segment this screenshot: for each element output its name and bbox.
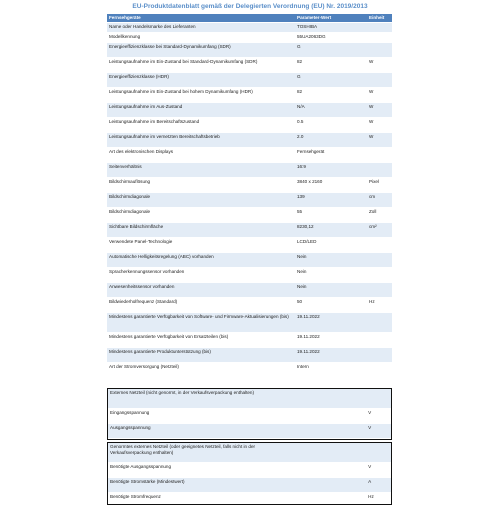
- row-unit: [367, 348, 392, 350]
- table-row: [107, 333, 392, 348]
- row-value: [295, 424, 367, 426]
- row-label: Energieeffizienzklasse bei Standard-Dynamikumfang (SDR): [109, 44, 231, 49]
- table-row: [107, 283, 392, 298]
- table-row: [107, 178, 392, 193]
- table-row: [107, 148, 392, 163]
- standard-psu-section: [107, 442, 392, 505]
- row-label: Leistungsaufnahme im Ein-Zustand bei hohem Dynamikumfang (HDR): [109, 89, 253, 94]
- row-value: 82: [297, 59, 303, 64]
- row-label: Automatische Helligkeitsregelung (ABC) vorhanden: [109, 254, 214, 259]
- row-value: TOSHIBA: [297, 24, 318, 29]
- row-unit: V: [368, 464, 372, 469]
- row-unit: [367, 238, 392, 240]
- table-row: [108, 389, 391, 409]
- row-label: Mindestens garantierte Produktunterstützung (bis): [109, 349, 211, 354]
- row-label: Bildwiederholfrequenz (Standard): [109, 299, 178, 304]
- row-unit: Hz: [369, 299, 375, 304]
- row-unit: [367, 283, 392, 285]
- row-label: Genormtes externes Netzteil (oder geeignetes Netzteil, falls nicht in der Verkaufsverpackung enthalten): [110, 444, 256, 455]
- row-value: 3840 x 2160: [297, 179, 323, 184]
- table-row: [107, 238, 392, 253]
- row-value: 55UA2063DG: [297, 34, 326, 39]
- row-label: Leistungsaufnahme im Bereitschaftszustand: [109, 119, 200, 124]
- table-row: [107, 43, 392, 58]
- row-label: Anwesenheitssensor vorhanden: [109, 284, 175, 289]
- row-label: Eingangsspannung: [110, 410, 150, 415]
- row-unit: cm: [369, 194, 376, 199]
- row-value: Intern: [297, 364, 309, 369]
- row-label: Spracherkennungssensor vorhanden: [109, 269, 185, 274]
- row-value: [295, 409, 367, 411]
- row-label: Bildschirmauflösung: [109, 179, 151, 184]
- table-row: [107, 298, 392, 313]
- row-label: Mindestens garantierte Verfügbarkeit von Software- und Firmware-Aktualisierungen (bis): [109, 314, 289, 319]
- row-unit: A: [368, 479, 372, 484]
- row-value: LCD/LED: [297, 239, 317, 244]
- row-unit: V: [368, 410, 372, 415]
- row-label: Benötigte Ausgangsspannung: [110, 464, 172, 469]
- row-unit: W: [369, 119, 374, 124]
- table-row: [107, 363, 392, 378]
- row-unit: [366, 389, 391, 391]
- row-label: Energieeffizienzklasse (HDR): [109, 74, 169, 79]
- row-value: [295, 389, 367, 391]
- table-row: [107, 33, 392, 43]
- row-unit: Hz: [368, 494, 374, 499]
- row-value: 50: [297, 299, 303, 304]
- table-row: [107, 103, 392, 118]
- page-title: EU-Produktdatenblatt gemäß der Delegierten Verordnung (EU) Nr. 2019/2013: [132, 3, 368, 10]
- row-unit: [367, 268, 392, 270]
- row-value: [295, 478, 367, 480]
- table-row: [107, 23, 392, 33]
- row-value: [295, 463, 367, 465]
- row-label: Leistungsaufnahme im Ein-Zustand bei Standard-Dynamikumfang (SDR): [109, 59, 258, 64]
- table-row: [107, 118, 392, 133]
- table-row: [107, 88, 392, 103]
- table-row: [108, 478, 391, 493]
- row-value: G: [297, 74, 301, 79]
- external-psu-section: [107, 388, 392, 440]
- row-unit: cm²: [369, 224, 377, 229]
- row-value: Nein: [297, 284, 307, 289]
- row-label: Art des elektronischen Displays: [109, 149, 174, 154]
- row-value: 16:9: [297, 164, 306, 169]
- row-label: Verwendete Panel-Technologie: [109, 239, 173, 244]
- table-row: [107, 268, 392, 283]
- table-row: [107, 193, 392, 208]
- header-parameter-wert: Parameter-Wert: [297, 15, 332, 21]
- row-unit: [367, 148, 392, 150]
- row-unit: V: [368, 425, 372, 430]
- row-value: 0.5: [297, 119, 304, 124]
- table-row: [108, 443, 391, 463]
- row-value: 55: [297, 209, 303, 214]
- row-unit: [367, 43, 392, 45]
- table-row: [108, 424, 391, 439]
- row-unit: W: [369, 104, 374, 109]
- row-unit: [367, 253, 392, 255]
- row-value: 19.11.2022: [297, 349, 320, 354]
- row-label: Ausgangsspannung: [110, 425, 151, 430]
- row-label: Mindestens garantierte Verfügbarkeit von Ersatzteilen (bis): [109, 334, 229, 339]
- row-value: Nein: [297, 269, 307, 274]
- row-label: Leistungsaufnahme im Aus-Zustand: [109, 104, 183, 109]
- row-value: 8230,12: [297, 224, 314, 229]
- row-unit: W: [369, 59, 374, 64]
- table-row: [108, 463, 391, 478]
- row-unit: [367, 363, 392, 365]
- row-unit: [367, 33, 392, 35]
- table-row: [108, 409, 391, 424]
- table-row: [107, 348, 392, 363]
- table-row: [108, 493, 391, 504]
- row-label: Benötigte Stromfrequenz: [110, 494, 161, 499]
- row-value: 139: [297, 194, 305, 199]
- row-value: 82: [297, 89, 303, 94]
- header-einheit: Einheit: [369, 15, 385, 21]
- row-label: Bildschirmdiagonale: [109, 209, 151, 214]
- row-unit: [367, 313, 392, 315]
- table-row: [107, 253, 392, 268]
- header-fernsehgeraete: Fernsehgeräte: [109, 15, 141, 21]
- row-label: Name oder Handelsmarke des Lieferanten: [109, 24, 196, 29]
- table-body: [107, 23, 392, 378]
- table-row: [107, 223, 392, 238]
- row-value: Nein: [297, 254, 307, 259]
- row-unit: W: [369, 134, 374, 139]
- row-label: Sichtbare Bildschirmfläche: [109, 224, 164, 229]
- row-unit: [367, 73, 392, 75]
- row-label: Leistungsaufnahme im vernetzten Bereitschaftsbetrieb: [109, 134, 220, 139]
- row-value: N/A: [297, 104, 305, 109]
- row-label: Bildschirmdiagonale: [109, 194, 151, 199]
- row-label: Seitenverhältnis: [109, 164, 142, 169]
- row-value: G: [297, 44, 301, 49]
- table-row: [107, 208, 392, 223]
- row-value: 19.11.2022: [297, 314, 320, 319]
- table-row: [107, 73, 392, 88]
- row-label: Benötigte Stromstärke (Mindestwert): [110, 479, 185, 484]
- product-datasheet-table: [107, 14, 392, 378]
- row-label: Modellkennung: [109, 34, 141, 39]
- table-row: [107, 58, 392, 73]
- row-value: [295, 493, 367, 495]
- table-row: [107, 313, 392, 333]
- row-value: 2.0: [297, 134, 304, 139]
- row-unit: Pixel: [369, 179, 379, 184]
- row-unit: [366, 443, 391, 445]
- table-header-row: [107, 14, 392, 23]
- row-unit: [367, 163, 392, 165]
- row-value: [295, 443, 367, 445]
- table-row: [107, 133, 392, 148]
- row-unit: [367, 333, 392, 335]
- row-unit: [367, 23, 392, 25]
- row-label: Art der Stromversorgung (Netzteil): [109, 364, 179, 369]
- row-value: 19.11.2022: [297, 334, 320, 339]
- row-value: Fernsehgerät: [297, 149, 325, 154]
- row-unit: Zoll: [369, 209, 377, 214]
- row-unit: W: [369, 89, 374, 94]
- table-row: [107, 163, 392, 178]
- row-label: Externes Netzteil (nicht genormt, in der Verkaufsverpackung enthalten): [110, 390, 255, 395]
